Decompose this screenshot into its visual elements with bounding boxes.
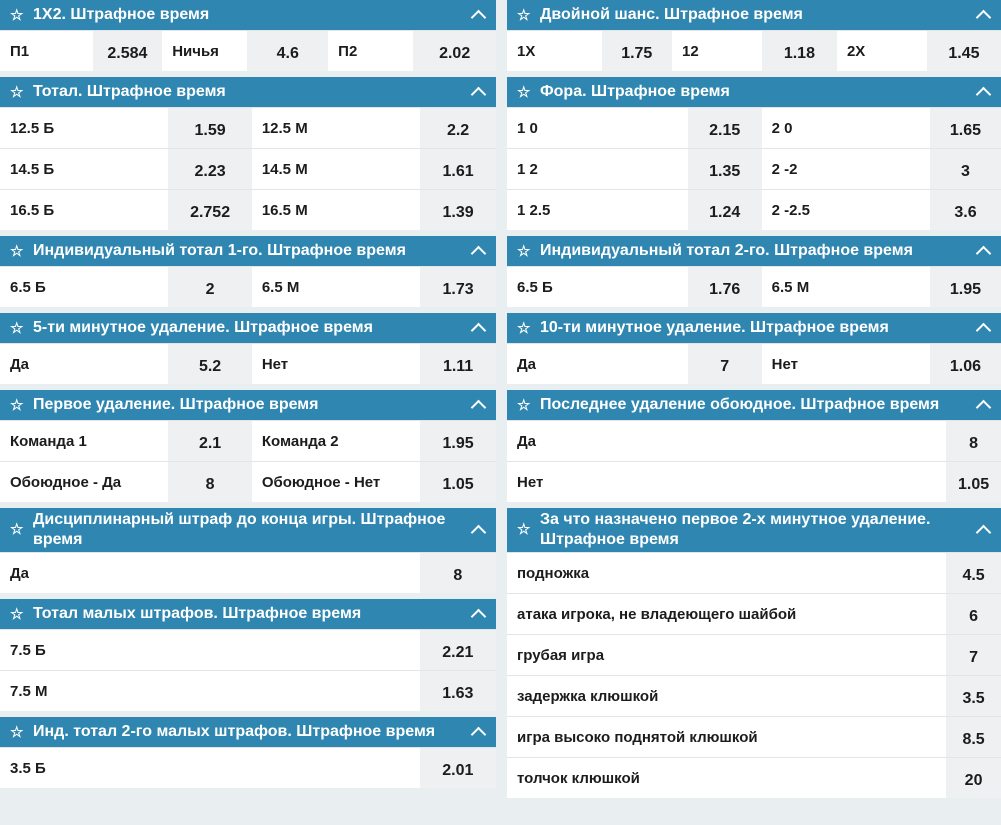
market-header[interactable]: [0, 717, 496, 747]
market-header[interactable]: [0, 599, 496, 629]
outcome-label: 12.5 М: [252, 108, 420, 148]
outcome-label: 7.5 Б: [0, 630, 420, 670]
market-left-4: [0, 390, 496, 502]
odds-button[interactable]: 2.1: [168, 421, 251, 461]
chevron-up-icon[interactable]: [471, 727, 487, 743]
market-right-5: [507, 508, 1001, 798]
odds-button[interactable]: 1.35: [688, 149, 762, 189]
outcome-label: 16.5 М: [252, 190, 420, 230]
market-title: 1X2. Штрафное время: [33, 6, 210, 23]
market-left-2: [0, 236, 496, 307]
market-right-2: [507, 236, 1001, 307]
chevron-up-icon[interactable]: [471, 10, 487, 26]
odds-button[interactable]: 1.76: [688, 267, 762, 307]
odds-button[interactable]: 1.61: [420, 149, 496, 189]
odds-button[interactable]: 1.18: [762, 31, 837, 71]
outcome-row: [507, 420, 1001, 461]
market-title: Индивидуальный тотал 2-го. Штрафное время: [540, 242, 913, 259]
star-outline-icon[interactable]: ☆: [10, 397, 24, 414]
outcome-label: атака игрока, не владеющего шайбой: [507, 594, 946, 634]
odds-button[interactable]: 2.21: [420, 630, 496, 670]
chevron-up-icon[interactable]: [471, 525, 487, 541]
outcome-label: 7.5 М: [0, 671, 420, 711]
outcome-row: [0, 629, 496, 670]
outcome-row: [507, 30, 1001, 71]
outcome-label: Нет: [507, 462, 946, 502]
right-market-column: [507, 0, 1001, 798]
star-outline-icon[interactable]: ☆: [10, 521, 24, 538]
market-header[interactable]: [0, 0, 496, 30]
market-title: 5-ти минутное удаление. Штрафное время: [33, 319, 373, 336]
outcome-label: 14.5 Б: [0, 149, 168, 189]
odds-button[interactable]: 5.2: [168, 344, 251, 384]
outcome-label: грубая игра: [507, 635, 946, 675]
market-title: Тотал. Штрафное время: [33, 83, 226, 100]
outcome-row: [0, 343, 496, 384]
star-outline-icon[interactable]: ☆: [517, 84, 531, 101]
star-outline-icon[interactable]: ☆: [517, 7, 531, 24]
outcome-row: [507, 675, 1001, 716]
market-left-0: [0, 0, 496, 71]
outcome-label: П1: [0, 31, 93, 71]
outcome-label: подножка: [507, 553, 946, 593]
outcome-label: 1 0: [507, 108, 688, 148]
odds-button[interactable]: 6: [946, 594, 1001, 634]
market-title: 10-ти минутное удаление. Штрафное время: [540, 319, 889, 336]
odds-button[interactable]: 2: [168, 267, 251, 307]
chevron-up-icon[interactable]: [471, 246, 487, 262]
star-outline-icon[interactable]: ☆: [10, 243, 24, 260]
odds-button[interactable]: 1.39: [420, 190, 496, 230]
outcome-label: 6.5 М: [252, 267, 420, 307]
odds-button[interactable]: 3.5: [946, 676, 1001, 716]
outcome-label: Обоюдное - Нет: [252, 462, 420, 502]
outcome-label: толчок клюшкой: [507, 758, 946, 798]
left-market-column: [0, 0, 496, 788]
star-outline-icon[interactable]: ☆: [10, 7, 24, 24]
market-title: Инд. тотал 2-го малых штрафов. Штрафное время: [33, 723, 436, 740]
odds-button[interactable]: 1.05: [420, 462, 496, 502]
odds-button[interactable]: 8: [420, 553, 496, 593]
odds-button[interactable]: 1.24: [688, 190, 762, 230]
outcome-row: [0, 670, 496, 711]
outcome-row: [0, 148, 496, 189]
outcome-row: [507, 716, 1001, 757]
odds-button[interactable]: 4.6: [247, 31, 328, 71]
outcome-label: игра высоко поднятой клюшкой: [507, 717, 946, 757]
outcome-label: Нет: [252, 344, 420, 384]
outcome-label: 2 -2: [762, 149, 930, 189]
outcome-label: 16.5 Б: [0, 190, 168, 230]
outcome-label: 2 0: [762, 108, 930, 148]
odds-button[interactable]: 8.5: [946, 717, 1001, 757]
odds-button[interactable]: 2.584: [93, 31, 163, 71]
odds-button[interactable]: 1.06: [930, 344, 1001, 384]
odds-button[interactable]: 4.5: [946, 553, 1001, 593]
outcome-label: 12.5 Б: [0, 108, 168, 148]
market-left-3: [0, 313, 496, 384]
odds-button[interactable]: 3.6: [930, 190, 1001, 230]
market-title: Тотал малых штрафов. Штрафное время: [33, 605, 362, 622]
outcome-label: Ничья: [162, 31, 247, 71]
outcome-label: Да: [0, 344, 168, 384]
odds-button[interactable]: 2.01: [420, 748, 496, 788]
odds-button[interactable]: 3: [930, 149, 1001, 189]
market-title: Дисциплинарный штраф до конца игры. Штрафное время: [33, 511, 446, 548]
chevron-up-icon[interactable]: [976, 246, 992, 262]
odds-button[interactable]: 7: [688, 344, 762, 384]
chevron-up-icon[interactable]: [471, 400, 487, 416]
outcome-row: [507, 757, 1001, 798]
odds-button[interactable]: 1.45: [927, 31, 1001, 71]
odds-button[interactable]: 2.2: [420, 108, 496, 148]
star-outline-icon[interactable]: ☆: [517, 521, 531, 538]
outcome-label: Команда 2: [252, 421, 420, 461]
market-right-4: [507, 390, 1001, 502]
outcome-row: [507, 552, 1001, 593]
outcome-label: задержка клюшкой: [507, 676, 946, 716]
outcome-row: [507, 189, 1001, 230]
outcome-row: [507, 634, 1001, 675]
outcome-row: [507, 461, 1001, 502]
outcome-row: [0, 107, 496, 148]
chevron-up-icon[interactable]: [976, 87, 992, 103]
odds-button[interactable]: 20: [946, 758, 1001, 798]
outcome-row: [0, 747, 496, 788]
market-title: Фора. Штрафное время: [540, 83, 730, 100]
odds-button[interactable]: 2.02: [413, 31, 496, 71]
outcome-row: [0, 552, 496, 593]
odds-button[interactable]: 2.752: [168, 190, 251, 230]
odds-button[interactable]: 2.23: [168, 149, 251, 189]
market-header[interactable]: [0, 390, 496, 420]
market-header[interactable]: [507, 236, 1001, 266]
outcome-label: 3.5 Б: [0, 748, 420, 788]
star-outline-icon[interactable]: ☆: [517, 397, 531, 414]
odds-button[interactable]: 1.65: [930, 108, 1001, 148]
odds-button[interactable]: 1.11: [420, 344, 496, 384]
outcome-label: 2 -2.5: [762, 190, 930, 230]
odds-button[interactable]: 2.15: [688, 108, 762, 148]
star-outline-icon[interactable]: ☆: [517, 243, 531, 260]
outcome-label: 12: [672, 31, 762, 71]
outcome-label: 6.5 Б: [0, 267, 168, 307]
star-outline-icon[interactable]: ☆: [10, 724, 24, 741]
market-header[interactable]: [507, 0, 1001, 30]
odds-button[interactable]: 8: [168, 462, 251, 502]
outcome-label: 1 2: [507, 149, 688, 189]
market-title: За что назначено первое 2-х минутное удаление. Штрафное время: [540, 511, 931, 548]
market-left-7: [0, 717, 496, 788]
odds-button[interactable]: 7: [946, 635, 1001, 675]
outcome-row: [0, 461, 496, 502]
market-header[interactable]: [0, 236, 496, 266]
outcome-row: [0, 266, 496, 307]
outcome-label: Команда 1: [0, 421, 168, 461]
outcome-row: [507, 107, 1001, 148]
outcome-row: [507, 343, 1001, 384]
market-right-0: [507, 0, 1001, 71]
market-title: Индивидуальный тотал 1-го. Штрафное время: [33, 242, 406, 259]
outcome-label: Да: [0, 553, 420, 593]
market-left-5: [0, 508, 496, 593]
outcome-row: [507, 266, 1001, 307]
odds-button[interactable]: 1.73: [420, 267, 496, 307]
market-header[interactable]: [0, 77, 496, 107]
market-header[interactable]: [507, 77, 1001, 107]
star-outline-icon[interactable]: ☆: [10, 84, 24, 101]
market-header[interactable]: [0, 508, 496, 552]
outcome-label: 6.5 Б: [507, 267, 688, 307]
odds-button[interactable]: 1.59: [168, 108, 251, 148]
odds-button[interactable]: 1.05: [946, 462, 1001, 502]
outcome-label: Да: [507, 344, 688, 384]
outcome-label: 1X: [507, 31, 602, 71]
outcome-label: Нет: [762, 344, 930, 384]
chevron-up-icon[interactable]: [976, 525, 992, 541]
outcome-row: [507, 148, 1001, 189]
market-header[interactable]: [507, 313, 1001, 343]
odds-button[interactable]: 1.95: [420, 421, 496, 461]
market-right-1: [507, 77, 1001, 230]
odds-button[interactable]: 1.75: [602, 31, 672, 71]
market-title: Последнее удаление обоюдное. Штрафное время: [540, 396, 940, 413]
chevron-up-icon[interactable]: [976, 10, 992, 26]
outcome-label: 1 2.5: [507, 190, 688, 230]
market-title: Первое удаление. Штрафное время: [33, 396, 319, 413]
outcome-row: [0, 189, 496, 230]
market-title: Двойной шанс. Штрафное время: [540, 6, 803, 23]
chevron-up-icon[interactable]: [471, 323, 487, 339]
outcome-label: Обоюдное - Да: [0, 462, 168, 502]
chevron-up-icon[interactable]: [976, 400, 992, 416]
chevron-up-icon[interactable]: [471, 87, 487, 103]
odds-button[interactable]: 8: [946, 421, 1001, 461]
chevron-up-icon[interactable]: [471, 609, 487, 625]
market-left-6: [0, 599, 496, 711]
star-outline-icon[interactable]: ☆: [517, 320, 531, 337]
outcome-label: 14.5 М: [252, 149, 420, 189]
market-header[interactable]: [507, 508, 1001, 552]
outcome-label: 6.5 М: [762, 267, 930, 307]
chevron-up-icon[interactable]: [976, 323, 992, 339]
outcome-row: [507, 593, 1001, 634]
outcome-row: [0, 420, 496, 461]
star-outline-icon[interactable]: ☆: [10, 606, 24, 623]
market-header[interactable]: [0, 313, 496, 343]
outcome-row: [0, 30, 496, 71]
market-left-1: [0, 77, 496, 230]
outcome-label: Да: [507, 421, 946, 461]
market-right-3: [507, 313, 1001, 384]
odds-button[interactable]: 1.95: [930, 267, 1001, 307]
odds-button[interactable]: 1.63: [420, 671, 496, 711]
market-header[interactable]: [507, 390, 1001, 420]
star-outline-icon[interactable]: ☆: [10, 320, 24, 337]
outcome-label: 2X: [837, 31, 927, 71]
outcome-label: П2: [328, 31, 413, 71]
